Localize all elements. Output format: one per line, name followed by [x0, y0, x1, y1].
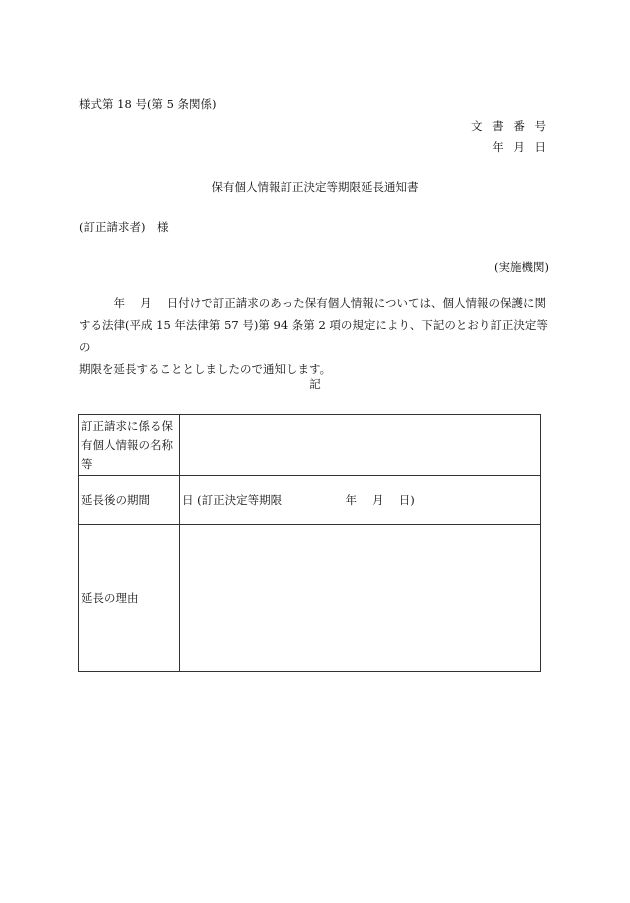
info-name-value[interactable]	[180, 415, 541, 476]
body-line: する法律(平成 15 年法律第 57 号)第 94 条第 2 項の規定により、下記のとおり訂正決定等の	[79, 318, 548, 354]
implementing-agency: (実施機関)	[494, 260, 549, 274]
extension-period-value[interactable]	[180, 476, 541, 525]
form-number: 様式第 18 号(第 5 条関係)	[79, 97, 217, 111]
document-number-label: 文 書 番 号	[471, 119, 549, 133]
details-table	[78, 414, 541, 672]
extension-reason-value[interactable]	[180, 525, 541, 672]
table-row	[79, 525, 541, 672]
table-row	[79, 476, 541, 525]
extension-reason-label: 延長の理由	[79, 525, 180, 672]
extension-deadline-date: 年 月 日)	[345, 492, 415, 507]
notice-body	[79, 292, 554, 380]
info-name-label: 訂正請求に係る保有個人情報の名称等	[79, 415, 180, 476]
addressee: (訂正請求者) 様	[79, 220, 169, 234]
table-row	[79, 415, 541, 476]
body-line: 年 月 日付けで訂正請求のあった保有個人情報については、個人情報の保護に関	[79, 296, 546, 310]
extension-period-prefix: 日 (訂正決定等期限	[182, 492, 283, 507]
document-date-label: 年 月 日	[492, 140, 549, 154]
extension-period-label: 延長後の期間	[79, 476, 180, 525]
document-title: 保有個人情報訂正決定等期限延長通知書	[211, 180, 419, 194]
ki-heading: 記	[309, 377, 321, 391]
body-line: 期限を延長することとしましたので通知します。	[79, 362, 332, 376]
